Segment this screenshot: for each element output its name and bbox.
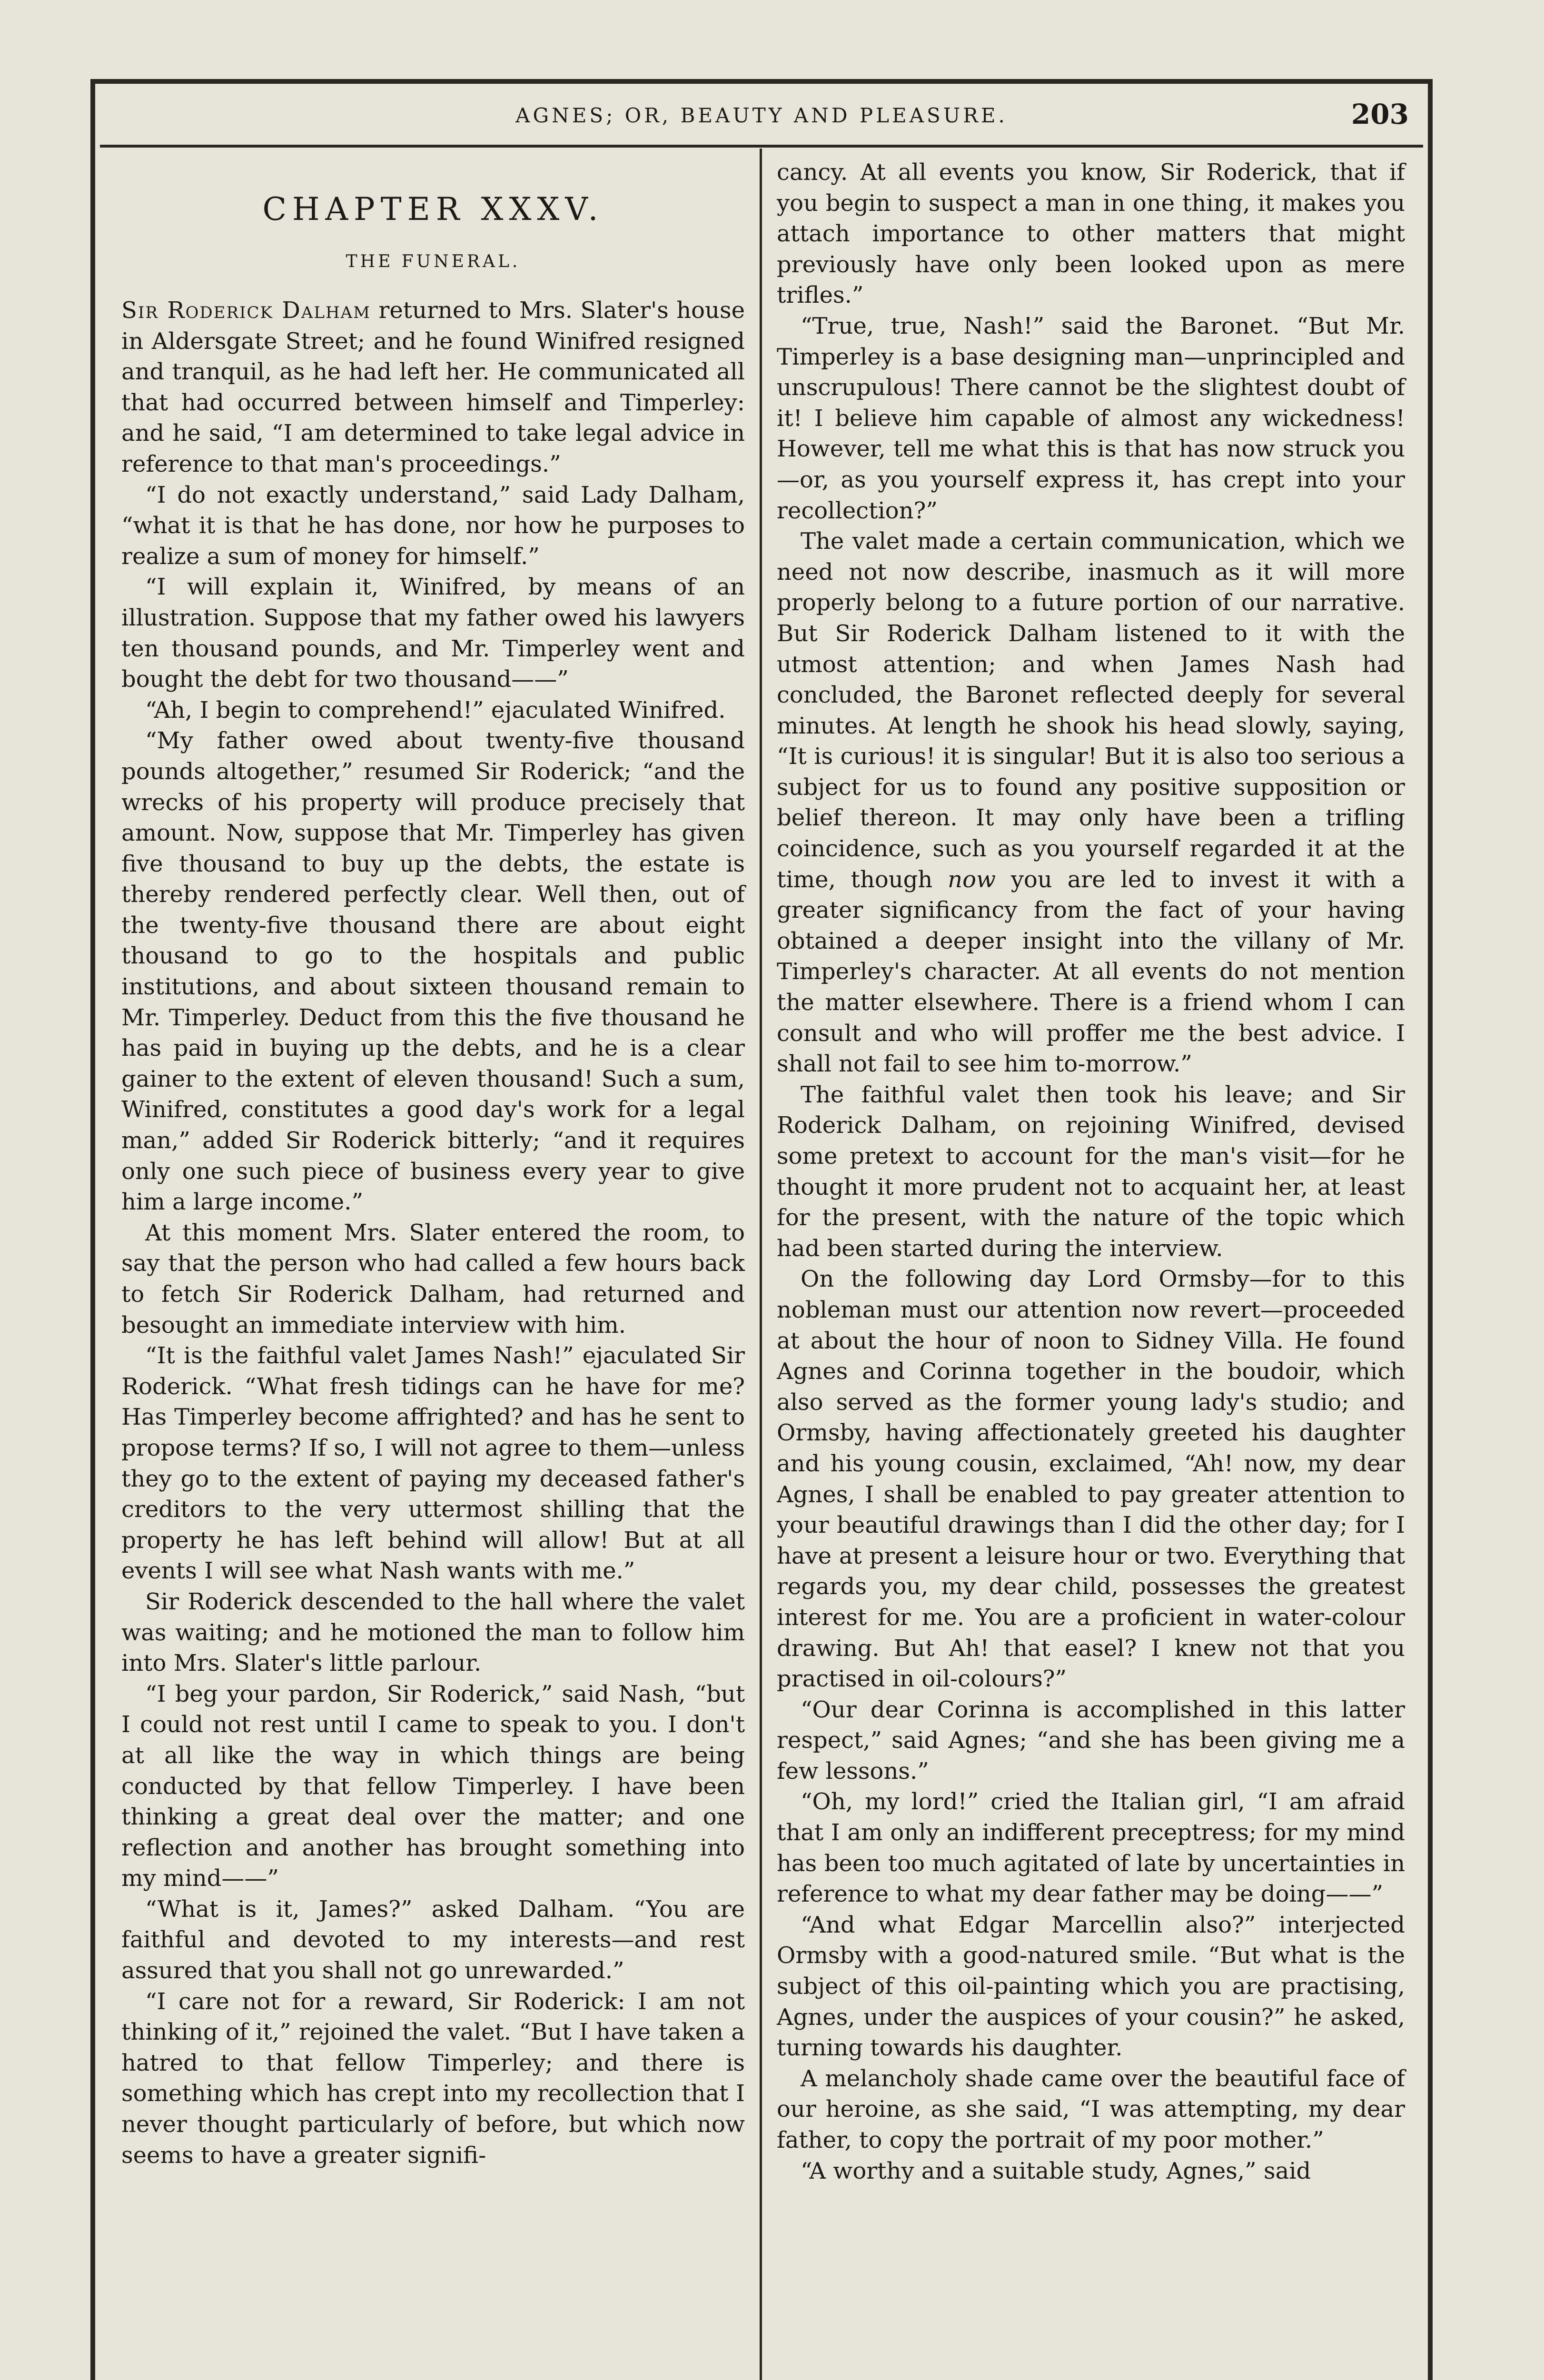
running-head: AGNES; OR, BEAUTY AND PLEASURE. xyxy=(515,104,1008,127)
paragraph: “I will explain it, Winifred, by means of an illustration. Suppose that my father owed his lawyers ten thousand pounds, and Mr. Timperley went and bought the debt for two thousand——” xyxy=(121,574,745,693)
paragraph-with-emphasis xyxy=(777,526,1405,1080)
paragraph: “And what Edgar Marcellin also?” interjected Ormsby with a good-natured smile. “But what is the subject of this oil-painting which you are practising, Agnes, under the auspices of your cousin?” he asked, turning towards his daughter. xyxy=(777,1911,1405,2062)
continued-paragraph: cancy. At all events you know, Sir Roderick, that if you begin to suspect a man in one thing, it makes you attach importance to other matters that might previously have only been looked upon as mere trifles.” xyxy=(777,159,1405,309)
frame-top-rule xyxy=(90,79,1433,84)
header-rule xyxy=(100,145,1423,148)
paragraph: “Oh, my lord!” cried the Italian girl, “I am afraid that I am only an indifferent preceptress; for my mind has been too much agitated of late by uncertainties in reference to what my dear father may be doing——” xyxy=(777,1788,1405,1908)
opening-paragraph xyxy=(121,295,745,480)
paragraph: “Our dear Corinna is accomplished in this latter respect,” said Agnes; “and she has been giving me a few lessons.” xyxy=(777,1696,1405,1785)
paragraph: “I care not for a reward, Sir Roderick: I am not thinking of it,” rejoined the valet. “But I have taken a hatred to that fellow Timperley; and there is something which has crept into my recollection that I never thought particularly of before, but which now seems to have a greater signifi- xyxy=(121,1988,745,2169)
frame-right-rule xyxy=(1428,79,1433,2380)
opening-name: Sir Roderick Dalham xyxy=(121,297,371,324)
paragraph: “A worthy and a suitable study, Agnes,” said xyxy=(801,2157,1311,2184)
paragraph: On the following day Lord Ormsby—for to this nobleman must our attention now revert—proceeded at about the hour of noon to Sidney Villa. He found Agnes and Corinna together in the boudoir, which also served as the former young lady's studio; and Ormsby, having affectionately greeted his daughter and his young cousin, exclaimed, “Ah! now, my dear Agnes, I shall be enabled to pay greater attention to your beautiful drawings than I did the other day; for I have at present a leisure hour or two. Everything that regards you, my dear child, possesses the greatest interest for me. You are a proficient in water-colour drawing. But Ah! that easel? I knew not that you practised in oil-colours?” xyxy=(777,1266,1405,1693)
paragraph: “True, true, Nash!” said the Baronet. “But Mr. Timperley is a base designing man—unprincipled and unscrupulous! There cannot be the slightest doubt of it! I believe him capable of almost any wickedness! However, tell me what this is that has now struck you—or, as you yourself express it, has crept into your recollection?” xyxy=(777,312,1405,524)
frame-left-rule xyxy=(90,79,95,2380)
paragraph-text: you are led to invest it with a greater significancy from the fact of your having obtained a deeper insight into the villany of Mr. Timperley's character. At all events do not mention the matter elsewhere. There is a friend whom I can consult and who will proffer me the best advice. I shall not fail to see him to-morrow.” xyxy=(777,866,1405,1078)
paragraph: A melancholy shade came over the beautiful face of our heroine, as she said, “I was attempting, my dear father, to copy the portrait of my poor mother.” xyxy=(777,2065,1405,2153)
column-divider xyxy=(760,149,762,2380)
left-column xyxy=(121,157,745,2171)
paragraph: The faithful valet then took his leave; and Sir Roderick Dalham, on rejoining Winifred, devised some pretext to account for the man's visit—for he thought it more prudent not to acquaint her, at least for the present, with the nature of the topic which had been started during the interview. xyxy=(777,1081,1405,1262)
paragraph: “I do not exactly understand,” said Lady Dalham, “what it is that he has done, nor how he purposes to realize a sum of money for himself.” xyxy=(121,481,745,570)
paragraph: “My father owed about twenty-five thousand pounds altogether,” resumed Sir Roderick; “and the wrecks of his property will produce precisely that amount. Now, suppose that Mr. Timperley has given five thousand to buy up the debts, the estate is thereby rendered perfectly clear. Well then, out of the twenty-five thousand there are about eight thousand to go to the hospitals and public institutions, and about sixteen thousand remain to Mr. Timperley. Deduct from this the five thousand he has paid in buying up the debts, and he is a clear gainer to the extent of eleven thousand! Such a sum, Winifred, constitutes a good day's work for a legal man,” added Sir Roderick bitterly; “and it requires only one such piece of business every year to give him a large income.” xyxy=(121,727,745,1216)
paragraph: “What is it, James?” asked Dalham. “You are faithful and devoted to my interests—and rest assured that you shall not go unrewarded.” xyxy=(121,1895,745,1984)
paragraph: “It is the faithful valet James Nash!” ejaculated Sir Roderick. “What fresh tidings can he have for me? Has Timperley become affrighted? and has he sent to propose terms? If so, I will not agree to them—unless they go to the extent of paying my deceased father's creditors to the very uttermost shilling that the property he has left behind will allow! But at all events I will see what Nash wants with me.” xyxy=(121,1342,745,1585)
paragraph: “Ah, I begin to comprehend!” ejaculated Winifred. xyxy=(145,696,726,724)
right-column xyxy=(777,157,1405,2186)
chapter-title: CHAPTER XXXV. xyxy=(262,191,604,228)
page-number: 203 xyxy=(1351,98,1409,130)
opening-text: returned to Mrs. Slater's house in Aldersgate Street; and he found Winifred resigned and tranquil, as he had left her. He communicated all that had occurred between himself and Timperley: and he said, “I am determined to take legal advice in reference to that man's proceedings.” xyxy=(121,297,745,477)
emphasis-word: now xyxy=(948,866,996,893)
paragraph-text: The valet made a certain communication, which we need not now describe, inasmuch as it will more properly belong to a future portion of our narrative. But Sir Roderick Dalham listened to it with the utmost attention; and when James Nash had concluded, the Baronet reflected deeply for several minutes. At length he shook his head slowly, saying, “It is curious! it is singular! But it is also too serious a subject for us to found any positive supposition or belief thereon. It may only have been a trifling coincidence, such as you yourself regarded it at the time, though xyxy=(777,528,1405,893)
paragraph: At this moment Mrs. Slater entered the room, to say that the person who had called a few hours back to fetch Sir Roderick Dalham, had returned and besought an immediate interview with him. xyxy=(121,1219,745,1339)
paragraph: “I beg your pardon, Sir Roderick,” said Nash, “but I could not rest until I came to speak to you. I don't at all like the way in which things are being conducted by that fellow Timperley. I have been thinking a great deal over the matter; and one reflection and another has brought something into my mind——” xyxy=(121,1680,745,1892)
paragraph: Sir Roderick descended to the hall where the valet was waiting; and he motioned the man to follow him into Mrs. Slater's little parlour. xyxy=(121,1588,745,1677)
chapter-subtitle: THE FUNERAL. xyxy=(346,252,521,271)
page-header xyxy=(100,95,1423,138)
